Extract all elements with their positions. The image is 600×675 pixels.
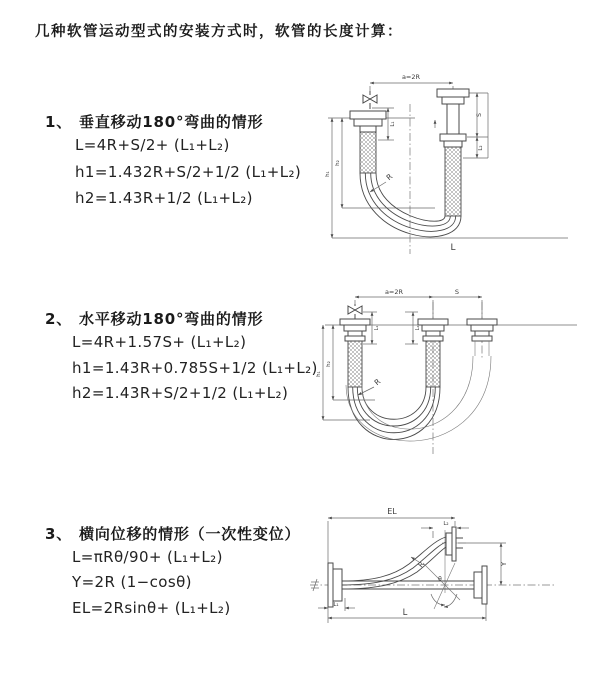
formula-line: h2=1.43R+1/2 (L₁+L₂) [75, 189, 253, 207]
dim-label-radius: R [416, 560, 427, 570]
diagram-lateral-displacement [305, 500, 600, 660]
formula-line: EL=2Rsinθ+ (L₁+L₂) [72, 599, 231, 617]
flange-fitting-right [474, 566, 487, 604]
diagram-horizontal-180-bend [315, 282, 595, 460]
dim-label-el: EL [387, 507, 397, 516]
section-number: 2、 [45, 310, 73, 328]
flange-fitting-middle [418, 319, 448, 387]
flange-fitting-right [437, 89, 469, 216]
section-heading-text: 垂直移动180°弯曲的情形 [79, 113, 264, 131]
dim-label-s: S [454, 288, 460, 296]
dim-label-l2: L₂ [415, 325, 421, 331]
flange-fitting-upper [442, 527, 466, 561]
dim-label-a2r: a=2R [384, 288, 404, 296]
dim-label-h2: h₂ [326, 361, 332, 367]
formula-line: L=4R+1.57S+ (L₁+L₂) [72, 333, 247, 351]
hose-u-bend [348, 387, 440, 440]
dim-label-l2: L₂ [443, 521, 449, 527]
section-number: 1、 [45, 113, 73, 131]
braided-section [348, 341, 362, 387]
dim-label-theta: θ [438, 576, 442, 583]
flange-fitting-left [340, 319, 370, 387]
section-2-heading [45, 308, 263, 329]
valve-icon [363, 91, 377, 109]
formula-line: h1=1.43R+0.785S+1/2 (L₁+L₂) [72, 359, 318, 377]
dim-label-s: S [476, 113, 483, 117]
dim-label-h1: h₁ [325, 171, 331, 177]
section-3-heading [45, 523, 300, 544]
braided-section [445, 147, 461, 216]
dimension-lines [318, 507, 508, 623]
braided-section [426, 341, 440, 387]
section-heading-text: 横向位移的情形（一次性变位） [79, 525, 301, 543]
formula-line: h1=1.432R+S/2+1/2 (L₁+L₂) [75, 163, 302, 181]
dim-label-radius: R [372, 376, 383, 388]
flange-fitting-left [350, 111, 386, 173]
formula-line: L=4R+S/2+ (L₁+L₂) [75, 136, 230, 154]
section-number: 3、 [45, 525, 73, 543]
dim-label-radius: R [384, 171, 395, 183]
formula-line: Y=2R (1−cosθ) [72, 573, 192, 591]
section-1-heading [45, 111, 263, 132]
valve-icon [348, 304, 362, 319]
dim-label-y: Y [500, 561, 508, 567]
flange-fitting-left [328, 563, 342, 607]
dim-label-l2: L₂ [478, 145, 484, 151]
formula-line: L=πRθ/90+ (L₁+L₂) [72, 548, 223, 566]
dim-label-l1: L₁ [390, 121, 396, 127]
diagram-vertical-180-bend [320, 68, 590, 260]
dim-label-length: L [450, 243, 456, 253]
dim-label-l1: L₁ [333, 602, 339, 608]
dim-label-a2r: a=2R [401, 73, 421, 81]
dim-label-h2: h₂ [335, 160, 341, 166]
section-heading-text: 水平移动180°弯曲的情形 [79, 310, 264, 328]
dim-label-h1: h₁ [316, 371, 322, 377]
hose-u-bend-moved [346, 356, 491, 441]
page-title: 几种软管运动型式的安装方式时，软管的长度计算： [35, 24, 403, 40]
angle-construction [423, 563, 460, 609]
dim-label-l: L [402, 608, 408, 618]
dim-label-l1: L₁ [374, 325, 380, 331]
braided-section [360, 132, 376, 173]
formula-line: h2=1.43R+S/2+1/2 (L₁+L₂) [72, 384, 289, 402]
